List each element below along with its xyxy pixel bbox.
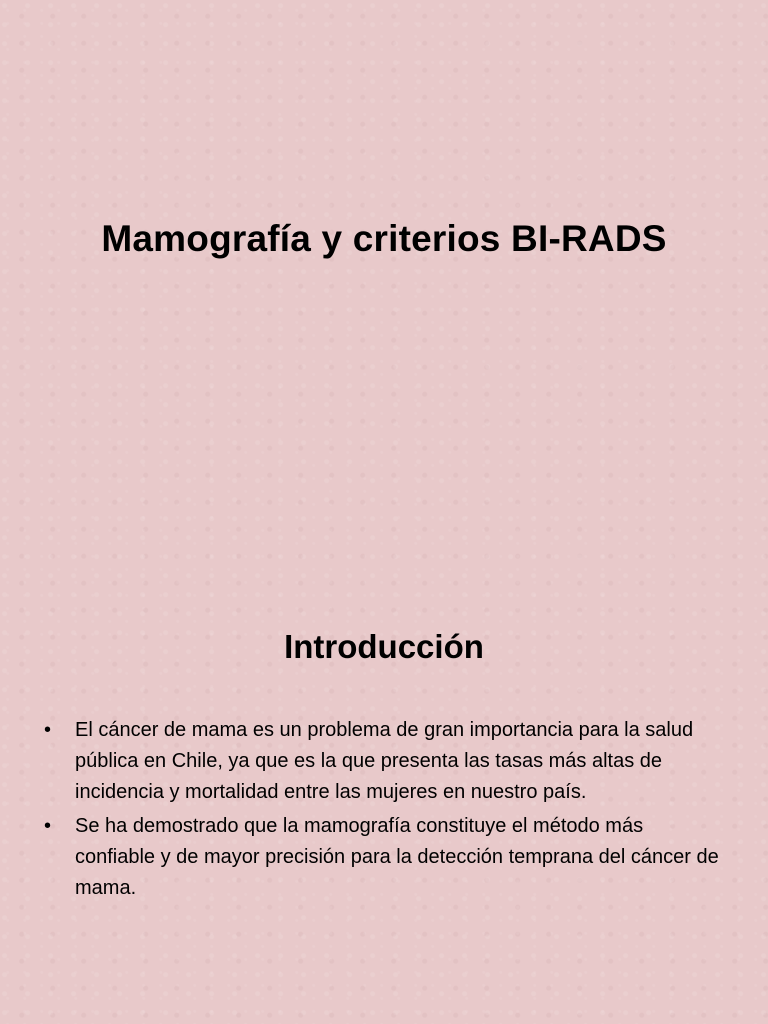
bullet-item: [44, 811, 724, 904]
presentation-title: Mamografía y criterios BI-RADS: [101, 218, 667, 259]
bullet-icon: •: [44, 815, 52, 837]
bullet-text: Se ha demostrado que la mamografía constituye el método más confiable y de mayor precisión para la detección temprana del cáncer de mama.: [75, 815, 719, 899]
bullet-item: [44, 715, 724, 808]
section-heading: Introducción: [284, 628, 484, 665]
introduction-slide: [0, 512, 768, 1024]
bullet-list: [44, 715, 724, 907]
bullet-icon: •: [44, 719, 52, 741]
bullet-text: El cáncer de mama es un problema de gran importancia para la salud pública en Chile, ya que es la que presenta las tasas más altas de incidencia y mortalidad entre las mujeres en nuestro país.: [75, 719, 694, 803]
